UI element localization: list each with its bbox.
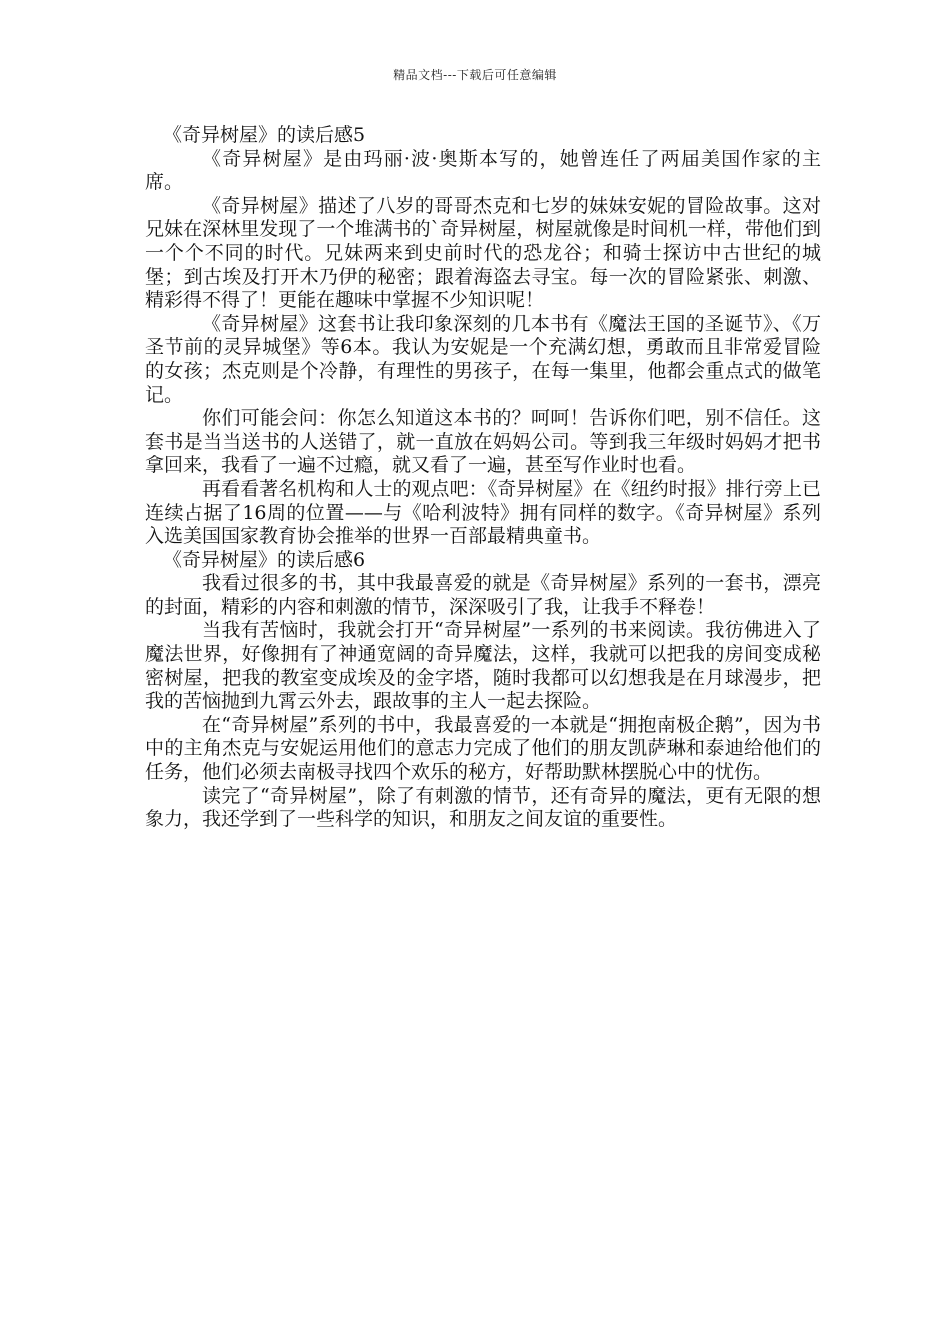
document-body	[145, 124, 821, 832]
paragraph: 当我有苦恼时，我就会打开“奇异树屋”一系列的书来阅读。我彷佛进入了魔法世界，好像拥有了神通宽阔的奇异魔法，这样，我就可以把我的房间变成秘密树屋，把我的教室变成埃及的金字塔，随时我都可以幻想我是在月球漫步，把我的苦恼抛到九霄云外去，跟故事的主人一起去探险。	[145, 619, 821, 713]
section-title: 《奇异树屋》的读后感6	[163, 548, 366, 571]
paragraph: 我看过很多的书，其中我最喜爱的就是《奇异树屋》系列的一套书，漂亮的封面，精彩的内容和刺激的情节，深深吸引了我，让我手不释卷！	[145, 572, 821, 618]
paragraph: 《奇异树屋》是由玛丽·波·奥斯本写的，她曾连任了两届美国作家的主席。	[145, 147, 821, 194]
paragraph: 在“奇异树屋”系列的书中，我最喜爱的一本就是“拥抱南极企鹅”，因为书中的主角杰克与安妮运用他们的意志力完成了他们的朋友凯萨琳和泰迪给他们的任务，他们必须去南极寻找四个欢乐的秘方，好帮助默林摆脱心中的忧伤。	[145, 713, 821, 784]
section-title: 《奇异树屋》的读后感5	[163, 124, 366, 146]
page-header: 精品文档---下载后可任意编辑	[393, 68, 557, 82]
paragraph: 你们可能会问：你怎么知道这本书的？呵呵！告诉你们吧，别不信任。这套书是当当送书的人送错了，就一直放在妈妈公司。等到我三年级时妈妈才把书拿回来，我看了一遍不过瘾，就又看了一遍，甚至写作业时也看。	[145, 407, 821, 477]
paragraph: 《奇异树屋》描述了八岁的哥哥杰克和七岁的妹妹安妮的冒险故事。这对兄妹在深林里发现了一个堆满书的`奇异树屋，树屋就像是时间机一样，带他们到一个个不同的时代。兄妹两来到史前时代的恐龙谷；和骑士探访中古世纪的城堡；到古埃及打开木乃伊的秘密；跟着海盗去寻宝。每一次的冒险紧张、刺激、精彩得不得了！更能在趣味中掌握不少知识呢！	[145, 194, 821, 312]
paragraph: 读完了“奇异树屋”，除了有刺激的情节，还有奇异的魔法，更有无限的想象力，我还学到了一些科学的知识，和朋友之间友谊的重要性。	[145, 784, 821, 831]
paragraph: 《奇异树屋》这套书让我印象深刻的几本书有《魔法王国的圣诞节》、《万圣节前的灵异城堡》等6本。我认为安妮是一个充满幻想，勇敢而且非常爱冒险的女孩；杰克则是个冷静，有理性的男孩子，在每一集里，他都会重点式的做笔记。	[145, 312, 821, 406]
paragraph: 再看看著名机构和人士的观点吧：《奇异树屋》在《纽约时报》排行旁上已连续占据了16周的位置——与《哈利波特》拥有同样的数字。《奇异树屋》系列入选美国国家教育协会推举的世界一百部最精典童书。	[145, 477, 821, 548]
